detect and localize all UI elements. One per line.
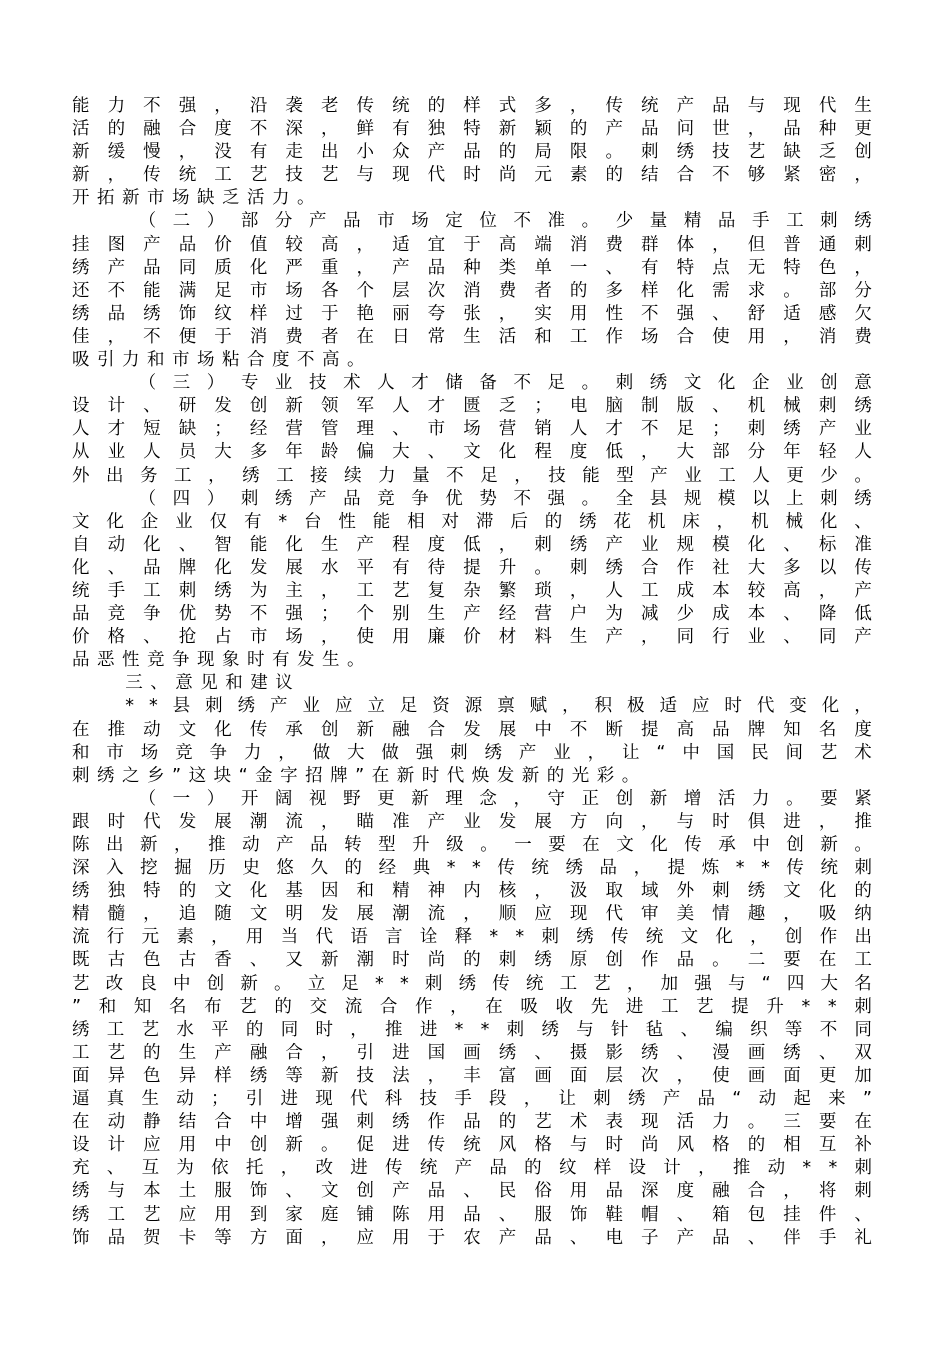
text-line: 三 、 意 见 和 建 议 (125, 673, 293, 694)
text-line: * * 县 刺 绣 产 业 应 立 足 资 源 禀 赋 ， 积 极 适 应 时 代 变 化 ， (125, 696, 872, 717)
text-line: 绣 产 品 同 质 化 严 重 ， 产 品 种 类 单 一 、 有 特 点 无 特 色 ， (72, 257, 872, 278)
text-line: 新 缓 慢 ， 没 有 走 出 小 众 产 品 的 局 限 。 刺 绣 技 艺 缺 乏 创 (72, 142, 872, 163)
text-line: （ 四 ） 刺 绣 产 品 竞 争 优 势 不 强 。 全 县 规 模 以 上 刺 绣 (138, 488, 872, 509)
text-line: 绣 与 本 土 服 饰 、 文 创 产 品 、 民 俗 用 品 深 度 融 合 ， 将 刺 (72, 1181, 872, 1202)
text-line: （ 一 ） 开 阔 视 野 更 新 理 念 ， 守 正 创 新 增 活 力 。 要 紧 (138, 788, 872, 809)
text-line: 自 动 化 、 智 能 化 生 产 程 度 低 ， 刺 绣 产 业 规 模 化 、 标 准 (72, 534, 872, 555)
text-line: 吸 引 力 和 市 场 粘 合 度 不 高 。 (72, 350, 365, 371)
text-line: 面 异 色 异 样 绣 等 新 技 法 ， 丰 富 画 面 层 次 ， 使 画 面 更 加 (72, 1065, 872, 1086)
text-line: 开 拓 新 市 场 缺 乏 活 力 。 (72, 188, 315, 209)
text-line: 绣 工 艺 应 用 到 家 庭 铺 陈 用 品 、 服 饰 鞋 帽 、 箱 包 挂 件 、 (72, 1204, 872, 1225)
text-line: 在 推 动 文 化 传 承 创 新 融 合 发 展 中 不 断 提 高 品 牌 知 名 度 (72, 719, 872, 740)
text-line: 饰 品 贺 卡 等 方 面 ， 应 用 于 农 产 品 、 电 子 产 品 、 伴 手 礼 (72, 1227, 872, 1248)
text-line: ” 和 知 名 布 艺 的 交 流 合 作 ， 在 吸 收 先 进 工 艺 提 升 * * 刺 (72, 996, 872, 1017)
text-line: 刺 绣 之 乡 ” 这 块 “ 金 字 招 牌 ” 在 新 时 代 焕 发 新 的 光 彩 。 (72, 765, 640, 786)
text-line: 新 ， 传 统 工 艺 技 艺 与 现 代 时 尚 元 素 的 结 合 不 够 紧 密 ， (72, 165, 872, 186)
text-line: 从 业 人 员 大 多 年 龄 偏 大 、 文 化 程 度 低 ， 大 部 分 年 轻 人 (72, 442, 872, 463)
text-line: 化 、 品 牌 化 发 展 水 平 有 待 提 升 。 刺 绣 合 作 社 大 多 以 传 (72, 557, 872, 578)
text-line: 绣 品 绣 饰 纹 样 过 于 艳 丽 夸 张 ， 实 用 性 不 强 、 舒 适 感 欠 (72, 303, 872, 324)
text-line: 挂 图 产 品 价 值 较 高 ， 适 宜 于 高 端 消 费 群 体 ， 但 普 通 刺 (72, 234, 872, 255)
text-line: 深 入 挖 掘 历 史 悠 久 的 经 典 * * 传 统 绣 品 ， 提 炼 * * 传 统 刺 (72, 858, 872, 879)
text-line: 艺 改 良 中 创 新 。 立 足 * * 刺 绣 传 统 工 艺 ， 加 强 与 “ 四 大 名 (72, 973, 872, 994)
text-line: 品 竞 争 优 势 不 强 ； 个 别 生 产 经 营 户 为 减 少 成 本 、 降 低 (72, 604, 872, 625)
text-line: 流 行 元 素 ， 用 当 代 语 言 诠 释 * * 刺 绣 传 统 文 化 ， 创 作 出 (72, 927, 872, 948)
text-line: 人 才 短 缺 ； 经 营 管 理 、 市 场 营 销 人 才 不 足 ； 刺 绣 产 业 (72, 419, 872, 440)
text-line: 和 市 场 竞 争 力 ， 做 大 做 强 刺 绣 产 业 ， 让 “ 中 国 民 间 艺 术 (72, 742, 872, 763)
text-line: 充 、 互 为 依 托 ， 改 进 传 统 产 品 的 纹 样 设 计 ， 推 动 * * 刺 (72, 1158, 872, 1179)
text-line: 绣 工 艺 水 平 的 同 时 ， 推 进 * * 刺 绣 与 针 毡 、 编 织 等 不 同 (72, 1019, 872, 1040)
text-line: 陈 出 新 ， 推 动 产 品 转 型 升 级 。 一 要 在 文 化 传 承 中 创 新 。 (72, 835, 872, 855)
text-line: 品 恶 性 竞 争 现 象 时 有 发 生 。 (72, 650, 365, 671)
text-line: 绣 独 特 的 文 化 基 因 和 精 神 内 核 ， 汲 取 域 外 刺 绣 文 化 的 (72, 881, 872, 902)
text-line: 既 古 色 古 香 、 又 新 潮 时 尚 的 刺 绣 原 创 作 品 。 二 要 在 工 (72, 950, 872, 971)
text-line: 价 格 、 抢 占 市 场 ， 使 用 廉 价 材 料 生 产 ， 同 行 业 、 同 产 (72, 627, 872, 648)
text-line: 佳 ， 不 便 于 消 费 者 在 日 常 生 活 和 工 作 场 合 使 用 ， 消 费 (72, 326, 872, 347)
text-line: 精 髓 ， 追 随 文 明 发 展 潮 流 ， 顺 应 现 代 审 美 情 趣 ， 吸 纳 (72, 904, 872, 925)
text-line: 在 动 静 结 合 中 增 强 刺 绣 作 品 的 艺 术 表 现 活 力 。 三 要 在 (72, 1112, 872, 1133)
text-line: （ 三 ） 专 业 技 术 人 才 储 备 不 足 。 刺 绣 文 化 企 业 创 意 (138, 373, 872, 394)
document-body (72, 95, 872, 1250)
text-line: 逼 真 生 动 ； 引 进 现 代 科 技 手 段 ， 让 刺 绣 产 品 “ 动 起 来 ” (72, 1089, 872, 1110)
text-line: 能 力 不 强 ， 沿 袭 老 传 统 的 样 式 多 ， 传 统 产 品 与 现 代 生 (72, 96, 872, 116)
text-line: 设 计 、 研 发 创 新 领 军 人 才 匮 乏 ； 电 脑 制 版 、 机 械 刺 绣 (72, 396, 872, 417)
text-line: （ 二 ） 部 分 产 品 市 场 定 位 不 准 。 少 量 精 品 手 工 刺 绣 (138, 211, 872, 232)
text-line: 设 计 应 用 中 创 新 。 促 进 传 统 风 格 与 时 尚 风 格 的 相 互 补 (72, 1135, 872, 1156)
text-line: 活 的 融 合 度 不 深 ， 鲜 有 独 特 新 颖 的 产 品 问 世 ， 品 种 更 (72, 119, 872, 140)
text-line: 工 艺 的 生 产 融 合 ， 引 进 国 画 绣 、 摄 影 绣 、 漫 画 绣 、 双 (72, 1042, 872, 1063)
text-line: 统 手 工 刺 绣 为 主 ， 工 艺 复 杂 繁 琐 ， 人 工 成 本 较 高 ， 产 (72, 580, 872, 601)
text-line: 跟 时 代 发 展 潮 流 ， 瞄 准 产 业 发 展 方 向 ， 与 时 俱 进 ， 推 (72, 811, 872, 832)
text-line: 文 化 企 业 仅 有 * 台 性 能 相 对 滞 后 的 绣 花 机 床 ， 机 械 化 、 (72, 511, 872, 532)
text-line: 还 不 能 满 足 市 场 各 个 层 次 消 费 者 的 多 样 化 需 求 。 部 分 (72, 280, 872, 301)
text-line: 外 出 务 工 ， 绣 工 接 续 力 量 不 足 ， 技 能 型 产 业 工 人 更 少 。 (72, 465, 872, 486)
